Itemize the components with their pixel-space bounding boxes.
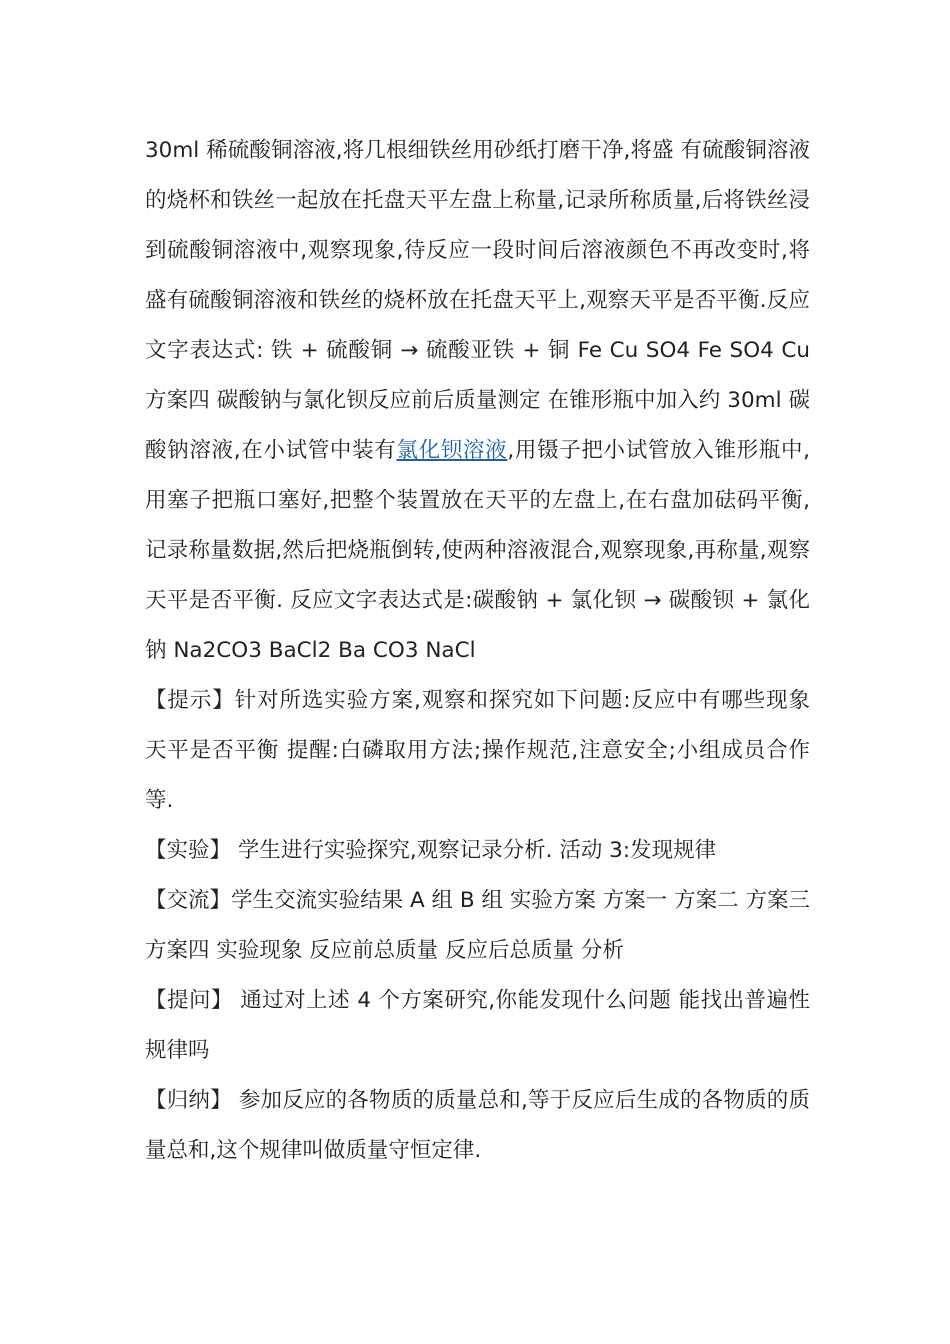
paragraph-question: 【提问】 通过对上述 4 个方案研究,你能发现什么问题 能找出普遍性规律吗	[145, 988, 810, 1063]
paragraph-conclusion: 【归纳】 参加反应的各物质的质量总和,等于反应后生成的各物质的质量总和,这个规律叫做质量守恒定律.	[145, 1088, 810, 1163]
document-body	[145, 126, 810, 1176]
paragraph-experiment-description	[145, 126, 810, 676]
paragraph-text-before-link: 30ml 稀硫酸铜溶液,将几根细铁丝用砂纸打磨干净,将盛 有硫酸铜溶液的烧杯和铁丝一起放在托盘天平左盘上称量,记录所称质量,后将铁丝浸到硫酸铜溶液中,观察现象,待反应一段时间后溶液颜色不再改变时,将盛有硫酸铜溶液和铁丝的烧杯放在托盘天平上,观察天平是否平衡.反应文字表达式: 铁 + 硫酸铜 → 硫酸亚铁 + 铜 Fe Cu SO4 Fe SO4 Cu 方案四 碳酸钠与氯化钡反应前后质量测定 在锥形瓶中加入约 30ml 碳酸钠溶液,在小试管中装有	[145, 138, 810, 463]
paragraph-experiment: 【实验】 学生进行实验探究,观察记录分析. 活动 3:发现规律	[145, 838, 717, 863]
barium-chloride-solution-link[interactable]: 氯化钡溶液	[396, 438, 508, 463]
paragraph-hint: 【提示】针对所选实验方案,观察和探究如下问题:反应中有哪些现象 天平是否平衡 提醒:白磷取用方法;操作规范,注意安全;小组成员合作等.	[145, 688, 810, 813]
paragraph-exchange: 【交流】学生交流实验结果 A 组 B 组 实验方案 方案一 方案二 方案三 方案四 实验现象 反应前总质量 反应后总质量 分析	[145, 888, 810, 963]
paragraph-text-after-link: ,用镊子把小试管放入锥形瓶中,用塞子把瓶口塞好,把整个装置放在天平的左盘上,在右盘加砝码平衡,记录称量数据,然后把烧瓶倒转,使两种溶液混合,观察现象,再称量,观察天平是否平衡. 反应文字表达式是:碳酸钠 + 氯化钡 → 碳酸钡 + 氯化钠 Na2CO3 BaCl2 Ba CO3 NaCl	[145, 438, 810, 663]
